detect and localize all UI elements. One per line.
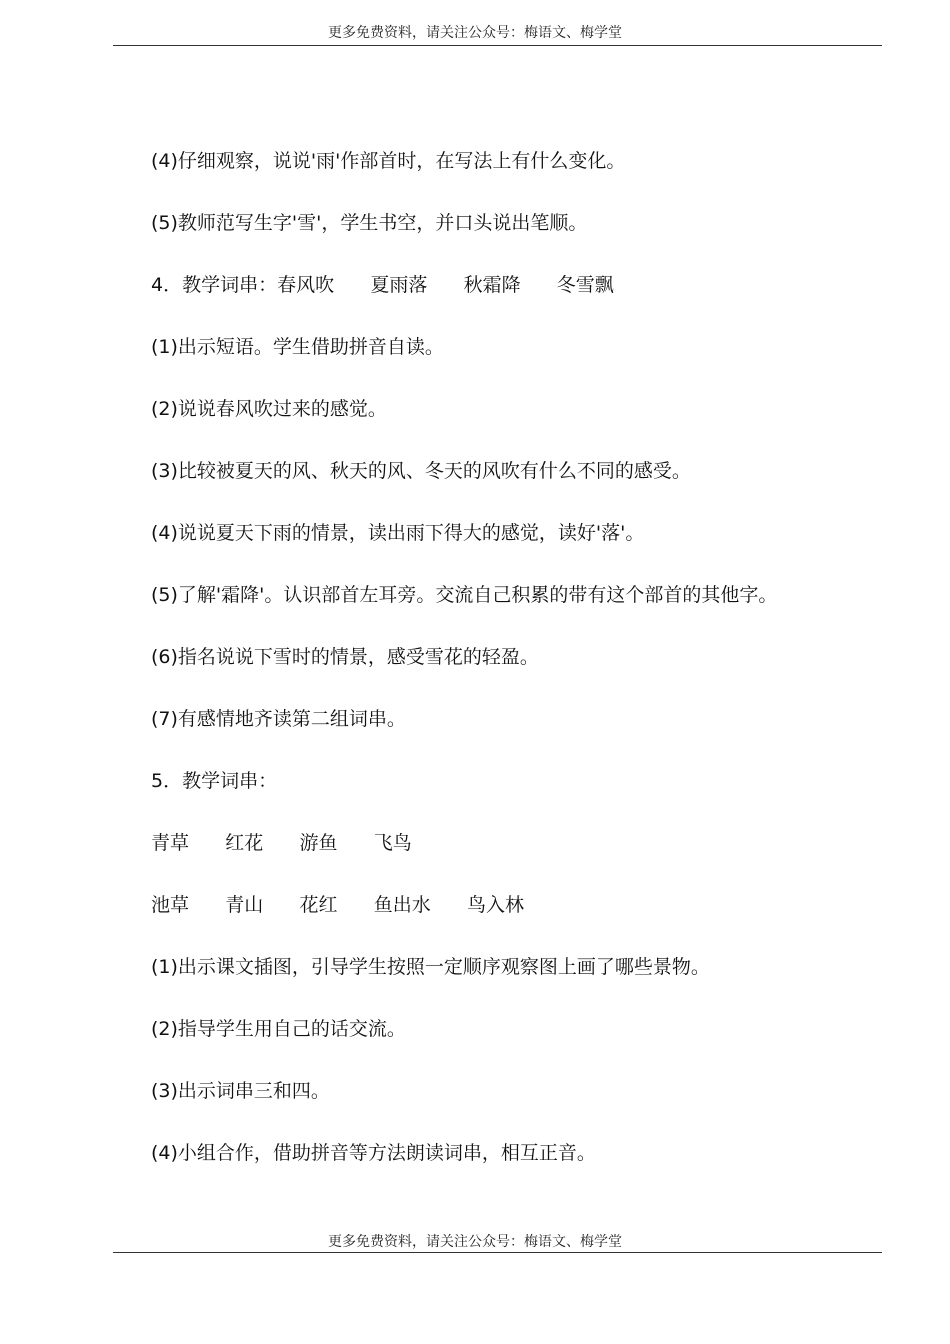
header-rule <box>113 45 882 46</box>
paragraph-line: (1)出示短语。学生借助拼音自读。 <box>151 336 444 358</box>
paragraph-line: (5)了解'霜降'。认识部首左耳旁。交流自己积累的带有这个部首的其他字。 <box>151 584 778 606</box>
paragraph-line: (4)说说夏天下雨的情景，读出雨下得大的感觉，读好'落'。 <box>151 522 645 544</box>
paragraph-line: (6)指名说说下雪时的情景，感受雪花的轻盈。 <box>151 646 539 668</box>
paragraph-line: (2)说说春风吹过来的感觉。 <box>151 398 387 420</box>
paragraph-line: (4)小组合作，借助拼音等方法朗读词串，相互正音。 <box>151 1142 596 1164</box>
document-body <box>151 146 891 1200</box>
paragraph-line: (3)出示词串三和四。 <box>151 1080 330 1102</box>
paragraph-line: (5)教师范写生字'雪'，学生书空，并口头说出笔顺。 <box>151 212 588 234</box>
paragraph-line: (4)仔细观察，说说'雨'作部首时，在写法上有什么变化。 <box>151 150 626 172</box>
paragraph-line: (1)出示课文插图，引导学生按照一定顺序观察图上画了哪些景物。 <box>151 956 710 978</box>
paragraph-line: (2)指导学生用自己的话交流。 <box>151 1018 406 1040</box>
footer-rule <box>113 1252 882 1253</box>
word-list-line: 青草 红花 游鱼 飞鸟 <box>151 832 412 854</box>
word-list-line: 池草 青山 花红 鱼出水 鸟入林 <box>151 894 524 916</box>
section-heading: 4．教学词串：春风吹 夏雨落 秋霜降 冬雪飘 <box>151 274 614 296</box>
section-heading: 5．教学词串： <box>151 770 278 792</box>
page-header: 更多免费资料，请关注公众号：梅语文、梅学堂 <box>328 25 622 41</box>
paragraph-line: (7)有感情地齐读第二组词串。 <box>151 708 406 730</box>
page-footer: 更多免费资料，请关注公众号：梅语文、梅学堂 <box>328 1234 622 1250</box>
paragraph-line: (3)比较被夏天的风、秋天的风、冬天的风吹有什么不同的感受。 <box>151 460 691 482</box>
